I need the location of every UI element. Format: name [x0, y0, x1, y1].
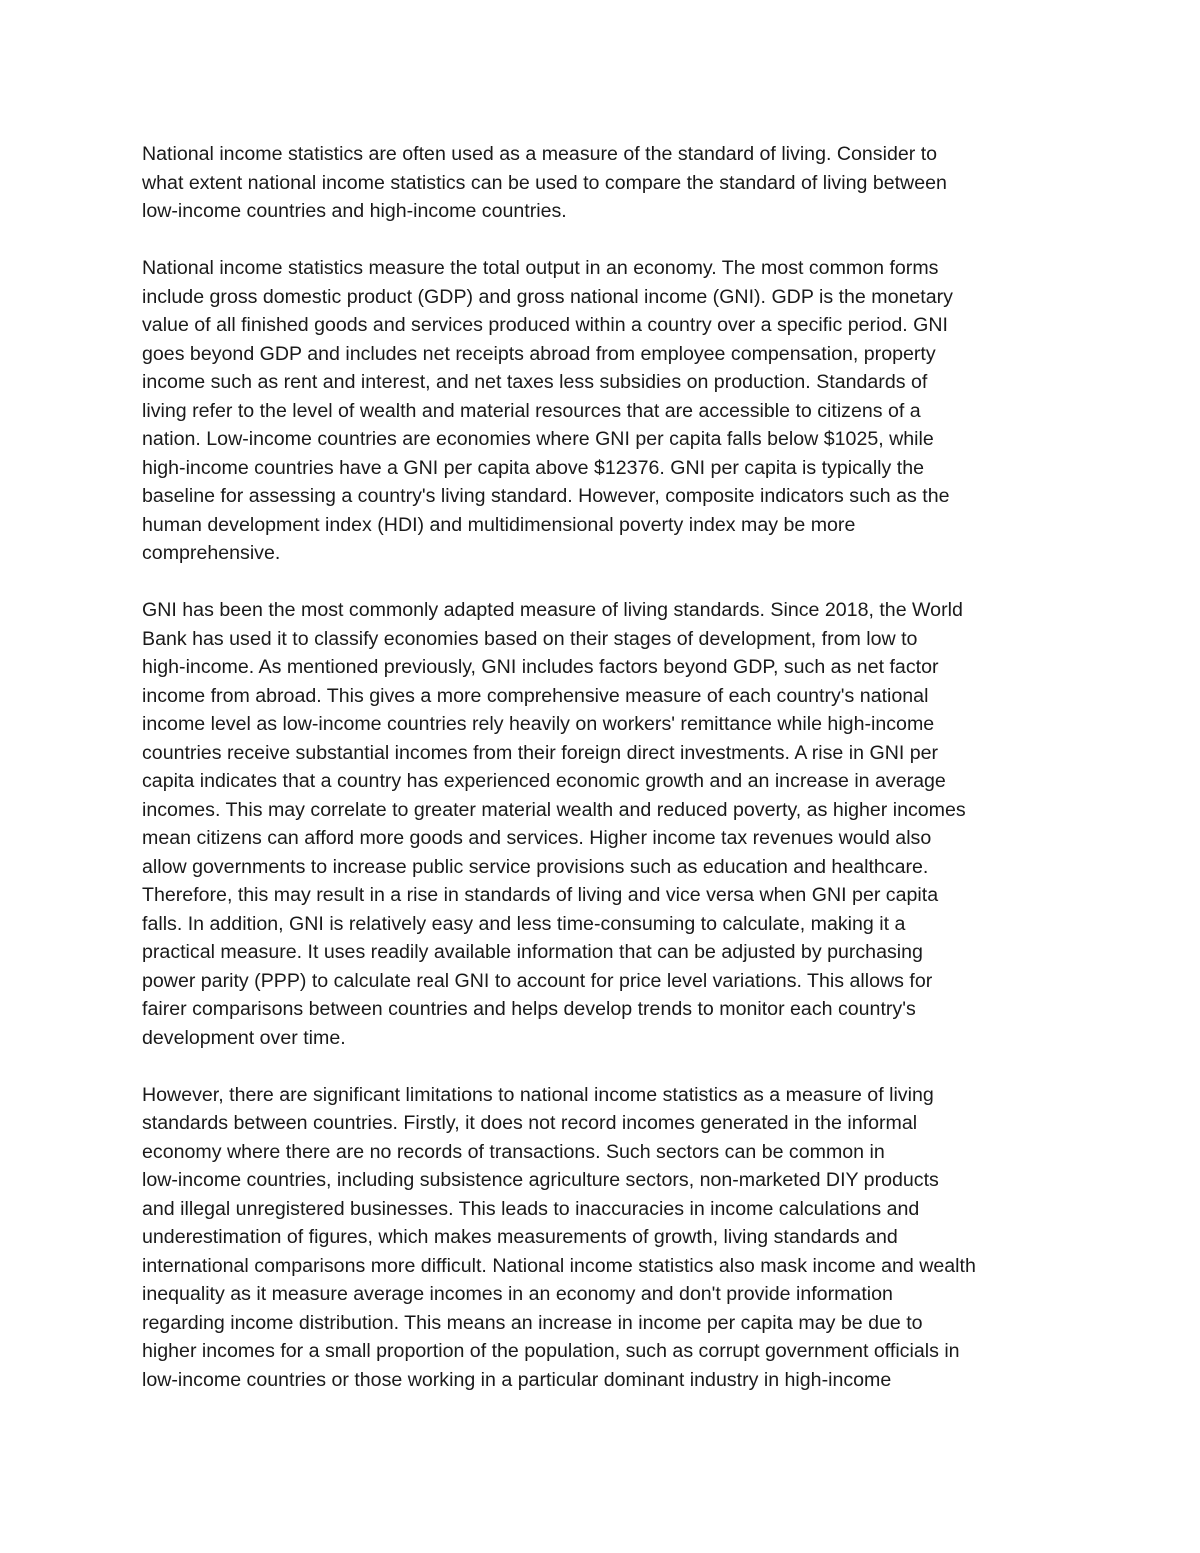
text-line: income level as low-income countries rely heavily on workers' remittance while high-income — [142, 713, 935, 735]
text-line: high-income countries have a GNI per capita above $12376. GNI per capita is typically the — [142, 456, 924, 479]
paragraph-definitions — [142, 254, 1072, 568]
text-line: countries receive substantial incomes from their foreign direct investments. A rise in GNI per — [142, 741, 939, 764]
text-line: power parity (PPP) to calculate real GNI to account for price level variations. This allows for — [142, 969, 933, 992]
text-line: regarding income distribution. This means an increase in income per capita may be due to — [142, 1311, 923, 1334]
text-line: capita indicates that a country has experienced economic growth and an increase in average — [142, 770, 946, 792]
text-line: and illegal unregistered businesses. This leads to inaccuracies in income calculations and — [142, 1197, 920, 1220]
text-line: fairer comparisons between countries and helps develop trends to monitor each country's — [142, 998, 916, 1020]
text-line: higher incomes for a small proportion of the population, such as corrupt government officials in — [142, 1340, 960, 1362]
text-line: comprehensive. — [142, 542, 281, 564]
text-line: value of all finished goods and services produced within a country over a specific period. GNI — [142, 314, 948, 336]
text-line: high-income. As mentioned previously, GNI includes factors beyond GDP, such as net factor — [142, 656, 939, 678]
text-line: baseline for assessing a country's living standard. However, composite indicators such as the — [142, 485, 950, 507]
text-line: standards between countries. Firstly, it does not record incomes generated in the informal — [142, 1112, 918, 1134]
text-line: Bank has used it to classify economies based on their stages of development, from low to — [142, 627, 918, 650]
text-line: income from abroad. This gives a more comprehensive measure of each country's national — [142, 684, 929, 707]
paragraph-gni-advantages — [142, 596, 1072, 1052]
text-line: nation. Low-income countries are economies where GNI per capita falls below $1025, while — [142, 428, 934, 450]
text-line: GNI has been the most commonly adapted measure of living standards. Since 2018, the World — [142, 599, 963, 621]
text-line: economy where there are no records of transactions. Such sectors can be common in — [142, 1140, 885, 1163]
text-line: Therefore, this may result in a rise in standards of living and vice versa when GNI per capita — [142, 884, 939, 906]
text-line: However, there are significant limitations to national income statistics as a measure of living — [142, 1083, 934, 1106]
paragraph-limitations — [142, 1081, 1072, 1395]
text-line: incomes. This may correlate to greater material wealth and reduced poverty, as higher incomes — [142, 798, 966, 821]
paragraph-question — [142, 140, 1072, 226]
text-line: inequality as it measure average incomes in an economy and don't provide information — [142, 1283, 893, 1305]
text-line: development over time. — [142, 1026, 346, 1049]
text-line: low-income countries and high-income countries. — [142, 200, 567, 222]
text-line: what extent national income statistics can be used to compare the standard of living between — [142, 171, 947, 194]
text-line: international comparisons more difficult. National income statistics also mask income and wealth — [142, 1254, 976, 1277]
document-body — [142, 140, 1072, 1423]
text-line: allow governments to increase public service provisions such as education and healthcare. — [142, 855, 929, 878]
text-line: goes beyond GDP and includes net receipts abroad from employee compensation, property — [142, 342, 936, 365]
text-line: living refer to the level of wealth and material resources that are accessible to citizens of a — [142, 399, 921, 422]
text-line: include gross domestic product (GDP) and gross national income (GNI). GDP is the monetary — [142, 285, 953, 308]
text-line: low-income countries, including subsistence agriculture sectors, non-marketed DIY products — [142, 1169, 939, 1191]
text-line: underestimation of figures, which makes measurements of growth, living standards and — [142, 1226, 898, 1248]
text-line: low-income countries or those working in a particular dominant industry in high-income — [142, 1368, 892, 1391]
text-line: falls. In addition, GNI is relatively easy and less time-consuming to calculate, making it a — [142, 912, 906, 935]
text-line: practical measure. It uses readily available information that can be adjusted by purchasing — [142, 941, 923, 963]
text-line: National income statistics measure the total output in an economy. The most common forms — [142, 257, 939, 279]
text-line: income such as rent and interest, and net taxes less subsidies on production. Standards of — [142, 371, 928, 393]
text-line: mean citizens can afford more goods and services. Higher income tax revenues would also — [142, 827, 932, 849]
text-line: National income statistics are often used as a measure of the standard of living. Consider to — [142, 143, 938, 165]
text-line: human development index (HDI) and multidimensional poverty index may be more — [142, 513, 856, 536]
